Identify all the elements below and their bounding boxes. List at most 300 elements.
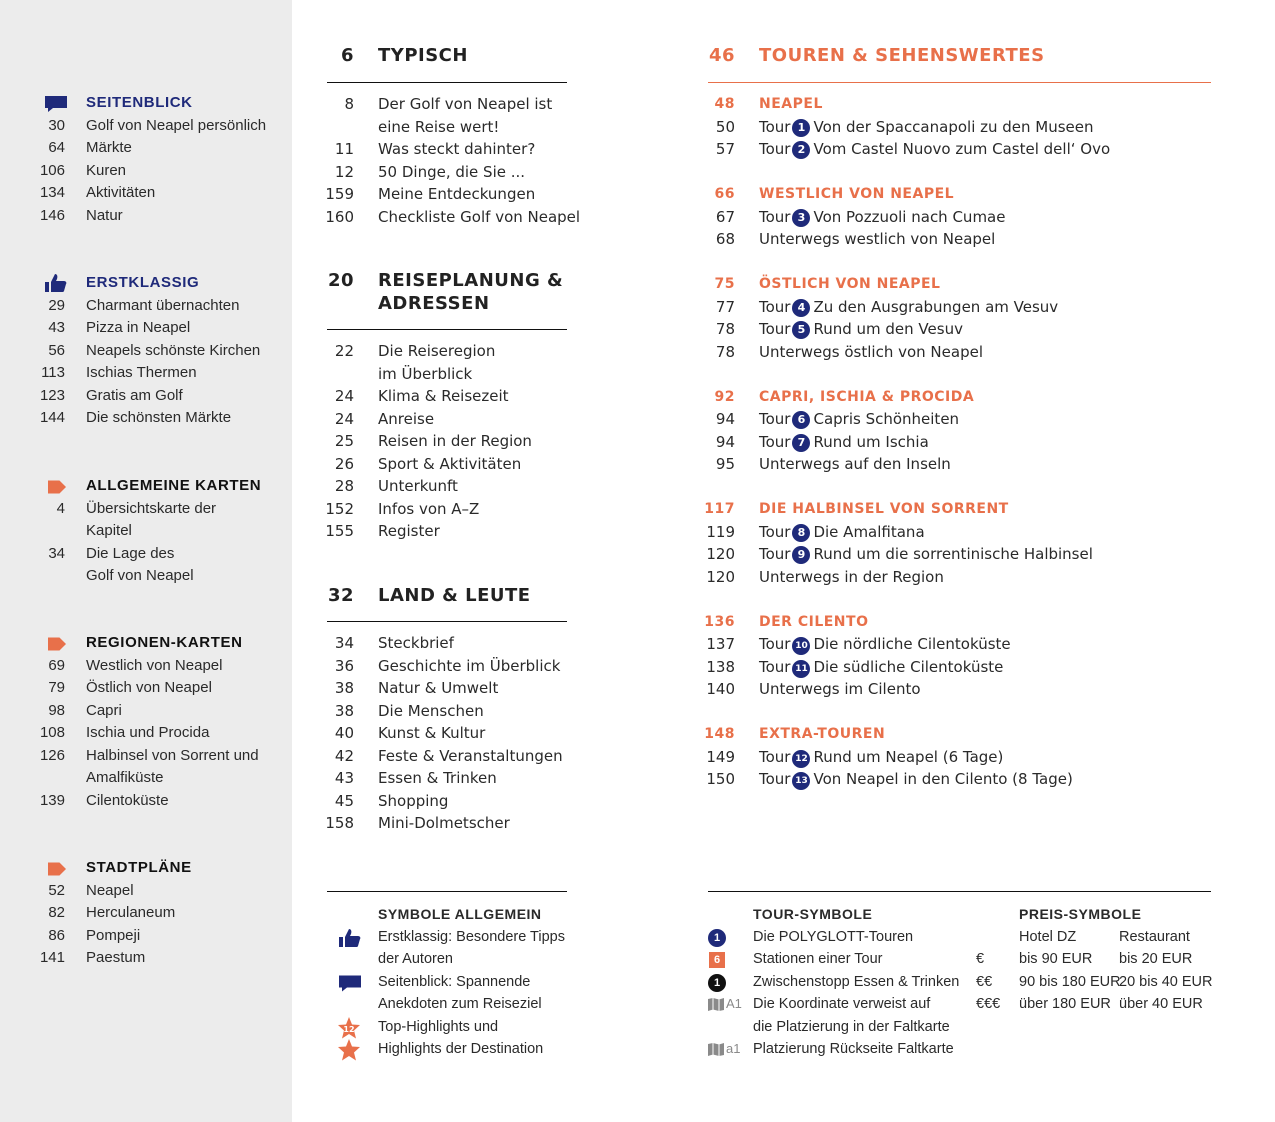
entry-label: Vom Castel Nuovo zum Castel dell‘ Ovo	[813, 140, 1111, 158]
price-hotel: bis 90 EUR	[1019, 951, 1093, 967]
list-item[interactable]	[327, 790, 567, 813]
section-heading	[327, 270, 567, 315]
entry-label: Die Menschen	[378, 701, 484, 720]
list-item[interactable]	[708, 566, 1211, 589]
entry-line	[759, 341, 983, 364]
section-title: LAND & LEUTE	[378, 585, 531, 606]
entry-label: Cilentoküste	[86, 791, 169, 809]
page-number: 98	[48, 701, 65, 719]
list-item[interactable]	[0, 182, 292, 205]
section-page-number: 32	[327, 585, 354, 606]
page-number: 155	[325, 522, 354, 540]
legend-title: TOUR-SYMBOLE	[753, 906, 873, 922]
section-heading	[327, 585, 567, 611]
tour-number-icon: 9	[792, 546, 810, 564]
section-divider	[327, 621, 567, 622]
tour-word: Tour	[759, 297, 791, 316]
entry-label: Von Neapel in den Cilento (8 Tage)	[813, 770, 1073, 788]
legend-item	[327, 926, 567, 949]
map-tag-icon	[48, 862, 66, 876]
list-item[interactable]	[0, 385, 292, 408]
legend-label: Anekdoten zum Reiseziel	[378, 996, 542, 1012]
speech-bubble-icon	[45, 96, 67, 112]
entry-label: im Überblick	[378, 364, 473, 383]
section-title: ADRESSEN	[378, 292, 490, 314]
legend-item	[708, 993, 968, 1016]
page-number: 137	[706, 635, 735, 653]
page-number: 158	[325, 814, 354, 832]
tour-word: Tour	[759, 410, 791, 428]
list-item[interactable]	[0, 407, 292, 430]
subsection-title: EXTRA-TOUREN	[759, 726, 886, 742]
legend-heading	[327, 903, 567, 926]
page-number: 38	[334, 701, 354, 720]
sidebar-section-allgemeine-karten	[0, 475, 292, 588]
list-item[interactable]	[708, 678, 1211, 701]
tour-word: Tour	[759, 117, 791, 136]
price-symbol: €€€	[976, 996, 1001, 1012]
section-heading	[327, 45, 567, 71]
map-icon	[708, 998, 724, 1011]
list-item[interactable]	[708, 138, 1211, 161]
sidebar-section-erstklassig	[0, 272, 292, 430]
page-number: 149	[706, 747, 735, 766]
star-icon	[337, 1038, 361, 1062]
page-number: 45	[334, 791, 354, 810]
section-divider	[708, 82, 1211, 83]
speech-bubble-icon	[339, 975, 361, 992]
entry-label: Feste & Veranstaltungen	[378, 746, 563, 765]
page-number: 52	[48, 881, 65, 899]
entry-label: Was steckt dahinter?	[378, 140, 536, 158]
page-number: 64	[48, 139, 65, 156]
star-icon	[337, 1016, 361, 1040]
list-item[interactable]	[0, 902, 292, 925]
page-number: 141	[39, 949, 65, 966]
entry-label: Kuren	[86, 161, 127, 179]
subsection-title: NEAPEL	[759, 96, 823, 112]
tour-word: Tour	[759, 747, 791, 766]
price-header-row	[976, 926, 1211, 949]
legend-item	[708, 926, 968, 949]
page-number: 120	[706, 567, 735, 586]
entry-label: Unterwegs auf den Inseln	[759, 455, 951, 473]
page-number: 144	[39, 409, 65, 426]
legend-item-continuation	[708, 1016, 968, 1039]
page-number: 56	[48, 341, 65, 359]
list-item[interactable]	[0, 700, 292, 723]
map-coordinate: a1	[726, 1041, 741, 1056]
price-column-hotel: Hotel DZ	[1019, 928, 1077, 945]
list-item[interactable]	[708, 656, 1211, 679]
page-number: 78	[715, 342, 735, 361]
tour-number-icon: 13	[792, 772, 810, 790]
section-page-number: 20	[327, 270, 354, 291]
legend-heading	[976, 903, 1211, 926]
tour-word: Tour	[759, 207, 791, 226]
subsection-heading[interactable]	[708, 386, 1211, 409]
page-number: 29	[48, 296, 65, 314]
sidebar-section-stadtplaene	[0, 857, 292, 970]
list-item[interactable]	[327, 340, 567, 363]
list-item[interactable]	[0, 880, 292, 903]
entry-label: Ischia und Procida	[86, 724, 210, 741]
list-item[interactable]	[708, 341, 1211, 364]
entry-label: Natur	[86, 206, 123, 224]
page-number: 159	[325, 185, 354, 203]
list-item[interactable]	[708, 543, 1211, 566]
entry-label: Unterwegs im Cilento	[759, 680, 921, 698]
legend-item	[708, 971, 968, 994]
legend-heading	[708, 903, 968, 926]
page-number: 50	[715, 117, 735, 136]
subsection-page-number: 66	[714, 186, 735, 202]
entry-label: Zu den Ausgrabungen am Vesuv	[813, 297, 1059, 316]
entry-label: Neapels schönste Kirchen	[86, 341, 261, 359]
entry-label: Neapel	[86, 881, 134, 899]
list-item[interactable]	[708, 431, 1211, 454]
entry-line	[759, 566, 944, 589]
subsection-title: CAPRI, ISCHIA & PROCIDA	[759, 388, 975, 405]
list-item[interactable]	[327, 408, 567, 431]
list-item[interactable]	[708, 116, 1211, 139]
legend-label: Die POLYGLOTT-Touren	[753, 928, 914, 945]
list-item[interactable]	[327, 520, 567, 543]
entry-label: Unterkunft	[378, 477, 458, 495]
legend-item	[708, 948, 968, 971]
list-item-continuation	[0, 767, 292, 790]
toc-column-middle-3	[327, 585, 567, 835]
list-item[interactable]	[0, 115, 292, 138]
list-item[interactable]	[327, 430, 567, 453]
entry-label: Östlich von Neapel	[86, 679, 212, 696]
list-item[interactable]	[0, 340, 292, 363]
entry-label: Die nördliche Cilentoküste	[813, 635, 1011, 653]
map-icon	[708, 1043, 724, 1056]
subsection-title: WESTLICH VON NEAPEL	[759, 186, 955, 202]
list-item[interactable]	[327, 498, 567, 521]
list-item[interactable]	[0, 925, 292, 948]
sidebar-section-regionen-karten	[0, 632, 292, 812]
list-item[interactable]	[327, 655, 567, 678]
entry-label: Capris Schönheiten	[813, 410, 960, 428]
list-item[interactable]	[708, 296, 1211, 319]
list-item[interactable]	[327, 475, 567, 498]
page-number: 82	[48, 904, 65, 921]
list-item[interactable]	[0, 205, 292, 228]
sidebar-heading	[0, 632, 292, 655]
tour-number-icon: 11	[792, 660, 810, 678]
page-number: 26	[334, 454, 354, 473]
list-item[interactable]	[708, 521, 1211, 544]
list-item[interactable]	[327, 385, 567, 408]
tour-word: Tour	[759, 635, 791, 653]
map-tag-icon	[48, 480, 66, 494]
list-item[interactable]	[708, 206, 1211, 229]
thumbs-up-icon	[339, 929, 361, 947]
highlight-number: 12	[343, 1024, 355, 1034]
sidebar-heading	[0, 92, 292, 115]
entry-label: Charmant übernachten	[86, 296, 240, 314]
legend-label: Stationen einer Tour	[753, 951, 883, 967]
list-item[interactable]	[327, 161, 567, 184]
entry-label: Von Pozzuoli nach Cumae	[813, 207, 1006, 226]
page-number: 140	[706, 680, 735, 698]
sidebar-heading	[0, 475, 292, 498]
entry-label: Die Amalfitana	[813, 522, 925, 541]
toc-column-middle-2	[327, 270, 567, 543]
price-symbol: €	[976, 951, 985, 967]
subsection-page-number: 148	[704, 726, 735, 742]
sidebar-section-seitenblick	[0, 92, 292, 227]
entry-line	[759, 228, 995, 251]
navy-circle-icon: 1	[708, 929, 726, 947]
sidebar-heading-label: STADTPLÄNE	[86, 859, 192, 876]
entry-label: Der Golf von Neapel ist	[378, 95, 553, 113]
list-item[interactable]	[0, 137, 292, 160]
entry-line	[759, 746, 1003, 769]
list-item[interactable]	[708, 318, 1211, 341]
entry-label: Meine Entdeckungen	[378, 185, 536, 203]
entry-label: Golf von Neapel	[86, 567, 194, 584]
entry-label: Unterwegs in der Region	[759, 567, 944, 586]
subsection-title: DER CILENTO	[759, 613, 869, 630]
legend-tour	[708, 903, 968, 1061]
legend-title: PREIS-SYMBOLE	[1019, 906, 1142, 922]
subsection-page-number: 48	[714, 96, 735, 112]
page-number: 150	[706, 770, 735, 788]
entry-label: Die Lage des	[86, 544, 175, 562]
list-item[interactable]	[327, 93, 567, 116]
subsection-heading[interactable]	[708, 183, 1211, 206]
page-number: 43	[48, 319, 65, 336]
tour-word: Tour	[759, 432, 791, 451]
legend-label: der Autoren	[378, 951, 453, 967]
section-title: REISEPLANUNG &	[378, 270, 564, 291]
entry-label: Paestum	[86, 949, 146, 966]
legend-label: Highlights der Destination	[378, 1041, 544, 1057]
list-item[interactable]	[327, 700, 567, 723]
list-item[interactable]	[327, 138, 567, 161]
toc-column-middle	[325, 45, 581, 228]
list-item[interactable]	[0, 295, 292, 318]
entry-label: Mini-Dolmetscher	[378, 814, 510, 832]
tour-number-icon: 7	[792, 434, 810, 452]
page-number: 34	[48, 544, 65, 562]
price-restaurant: bis 20 EUR	[1119, 951, 1193, 967]
list-item[interactable]	[0, 498, 292, 521]
page-number: 68	[715, 230, 735, 248]
sidebar-heading-label: REGIONEN-KARTEN	[86, 634, 243, 651]
section-title: TOUREN & SEHENSWERTES	[759, 45, 1045, 66]
page-number: 24	[334, 409, 354, 428]
orange-square-icon: 6	[709, 952, 725, 968]
subsection-heading[interactable]	[704, 498, 1211, 521]
tour-number-icon: 3	[792, 209, 810, 227]
tour-word: Tour	[759, 320, 791, 338]
entry-line	[759, 408, 959, 431]
sidebar	[0, 0, 292, 1122]
entry-line	[759, 521, 925, 544]
list-item[interactable]	[0, 160, 292, 183]
tour-number-icon: 8	[792, 524, 810, 542]
legend-title: SYMBOLE ALLGEMEIN	[378, 906, 542, 922]
page-number: 8	[344, 95, 354, 113]
list-item[interactable]	[327, 745, 567, 768]
page-number: 119	[706, 522, 735, 541]
list-item[interactable]	[708, 633, 1211, 656]
page-number: 22	[334, 342, 354, 360]
sidebar-heading	[0, 272, 292, 295]
list-item[interactable]	[0, 745, 292, 768]
list-item[interactable]	[708, 408, 1211, 431]
legend-label: Erstklassig: Besondere Tipps	[378, 928, 565, 945]
page-number: 139	[39, 791, 65, 809]
list-item[interactable]	[0, 543, 292, 566]
entry-label: 50 Dinge, die Sie ...	[378, 162, 526, 181]
page-number: 36	[334, 656, 354, 675]
entry-line	[759, 138, 1110, 161]
list-item[interactable]	[0, 677, 292, 700]
list-item[interactable]	[0, 362, 292, 385]
list-item[interactable]	[327, 453, 567, 476]
page-number: 11	[334, 140, 354, 158]
entry-label: Amalfiküste	[86, 769, 164, 786]
entry-line	[759, 318, 963, 341]
subsection-title: DIE HALBINSEL VON SORRENT	[759, 501, 1009, 517]
map-tag-icon	[48, 637, 66, 651]
list-item[interactable]	[325, 206, 581, 229]
tour-number-icon: 2	[792, 141, 810, 159]
subsection-heading[interactable]	[704, 611, 1211, 634]
entry-label: Rund um Neapel (6 Tage)	[813, 747, 1004, 766]
page-number: 108	[39, 724, 65, 741]
page-number: 34	[334, 634, 354, 652]
legend-general	[327, 903, 567, 1061]
legend-divider	[708, 891, 1211, 892]
legend-divider	[327, 891, 567, 892]
entry-line	[759, 768, 1073, 791]
entry-label: Die südliche Cilentoküste	[813, 657, 1004, 676]
price-hotel: über 180 EUR	[1019, 996, 1111, 1012]
subsection-heading[interactable]	[708, 273, 1211, 296]
list-item[interactable]	[0, 790, 292, 813]
tour-number-icon: 4	[792, 299, 810, 317]
section-divider	[327, 82, 567, 83]
subsection-heading[interactable]	[704, 723, 1211, 746]
tour-number-icon: 10	[792, 637, 810, 655]
legend-label: Die Koordinate verweist auf	[753, 996, 931, 1012]
section-page-number: 6	[340, 45, 354, 66]
entry-label: Unterwegs westlich von Neapel	[759, 230, 996, 248]
list-item[interactable]	[327, 677, 567, 700]
entry-label: Herculaneum	[86, 904, 176, 921]
entry-label: eine Reise wert!	[378, 117, 500, 136]
price-hotel: 90 bis 180 EUR	[1019, 973, 1121, 990]
list-item-continuation	[327, 363, 567, 386]
page-number: 106	[39, 161, 65, 179]
price-row	[976, 971, 1211, 994]
page-number: 30	[48, 116, 65, 134]
list-item[interactable]	[708, 228, 1211, 251]
entry-label: Anreise	[378, 409, 435, 428]
entry-line	[759, 543, 1093, 566]
subsection-page-number: 117	[704, 501, 735, 517]
tour-number-icon: 1	[792, 119, 810, 137]
legend-item	[327, 1016, 567, 1039]
sidebar-heading-label: ERSTKLASSIG	[86, 274, 200, 291]
entry-label: Westlich von Neapel	[86, 656, 223, 674]
entry-label: Reisen in der Region	[378, 432, 532, 450]
list-item[interactable]	[0, 722, 292, 745]
entry-line	[759, 116, 1094, 139]
legend-label: die Platzierung in der Faltkarte	[753, 1018, 950, 1035]
list-item-continuation	[0, 520, 292, 543]
entry-label: Halbinsel von Sorrent und	[86, 746, 259, 764]
entry-label: Steckbrief	[378, 634, 454, 652]
tour-number-icon: 5	[792, 321, 810, 339]
legend-item	[327, 971, 567, 994]
subsection-page-number: 136	[704, 613, 735, 630]
page-number: 146	[39, 206, 65, 224]
page-number: 28	[334, 477, 354, 495]
list-item[interactable]	[708, 453, 1211, 476]
entry-label: Essen & Trinken	[378, 769, 497, 787]
list-item[interactable]	[327, 767, 567, 790]
entry-label: Rund um die sorrentinische Halbinsel	[813, 545, 1093, 563]
entry-label: Gratis am Golf	[86, 386, 183, 404]
legend-label: Seitenblick: Spannende	[378, 973, 531, 990]
page-number: 38	[334, 679, 354, 697]
entry-label: Von der Spaccanapoli zu den Museen	[813, 117, 1094, 136]
tour-word: Tour	[759, 545, 791, 563]
page-number: 4	[56, 499, 65, 517]
list-item[interactable]	[0, 655, 292, 678]
tour-word: Tour	[759, 770, 791, 788]
list-item[interactable]	[327, 183, 567, 206]
price-symbol: €€	[976, 973, 993, 990]
list-item[interactable]	[708, 768, 1211, 791]
page-number: 57	[715, 140, 735, 158]
list-item[interactable]	[0, 317, 292, 340]
list-item[interactable]	[327, 722, 567, 745]
list-item[interactable]	[708, 746, 1211, 769]
price-restaurant: 20 bis 40 EUR	[1119, 973, 1213, 990]
list-item[interactable]	[0, 947, 292, 970]
entry-label: Kapitel	[86, 522, 132, 539]
legend-label: Top-Highlights und	[378, 1018, 499, 1035]
legend-label: Platzierung Rückseite Faltkarte	[753, 1041, 954, 1057]
page-number: 43	[334, 769, 354, 787]
thumbs-up-icon	[45, 274, 67, 292]
list-item-continuation	[0, 565, 292, 588]
list-item[interactable]	[327, 812, 567, 835]
subsection-heading[interactable]	[708, 93, 1211, 116]
entry-label: Rund um Ischia	[813, 432, 929, 451]
entry-label: Die Reiseregion	[378, 342, 496, 360]
page-number: 78	[715, 320, 735, 338]
entry-label: Aktivitäten	[86, 184, 156, 201]
section-title: TYPISCH	[378, 45, 468, 66]
page-number: 160	[325, 207, 354, 226]
page-number: 126	[39, 746, 65, 764]
entry-label: Übersichtskarte der	[86, 499, 217, 517]
entry-label: Märkte	[86, 139, 132, 156]
page-number: 12	[334, 162, 354, 181]
entry-line	[759, 206, 1005, 229]
entry-line	[759, 431, 929, 454]
list-item[interactable]	[327, 632, 567, 655]
